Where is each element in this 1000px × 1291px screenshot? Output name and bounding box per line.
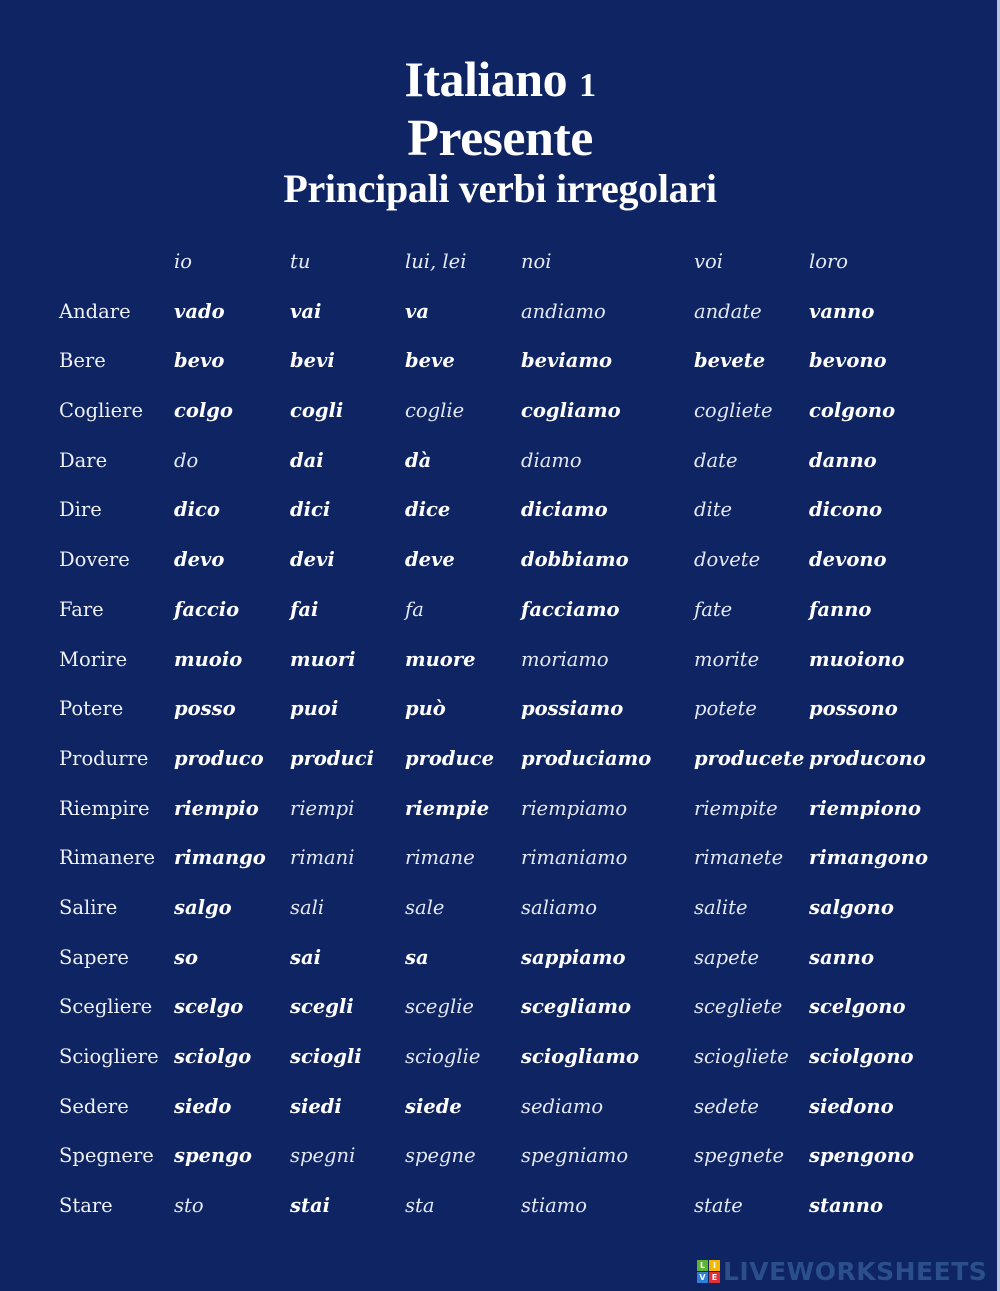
verb-infinitive: Bere: [59, 349, 106, 373]
conjugation-voi: dite: [694, 498, 733, 522]
conjugation-loro: sciolgono: [809, 1045, 914, 1068]
conjugation-io: siedo: [174, 1094, 232, 1118]
course-title: [0, 52, 1000, 113]
conjugation-noi: produciamo: [521, 746, 652, 770]
conjugation-tu: riempi: [290, 796, 355, 820]
header-io: io: [174, 250, 192, 273]
verb-infinitive: Potere: [59, 697, 124, 721]
conjugation-noi: scegliamo: [521, 995, 631, 1019]
header-lui-lei: lui, lei: [405, 250, 467, 273]
conjugation-noi: spegniamo: [521, 1144, 629, 1168]
conjugation-io: produco: [174, 746, 264, 770]
conjugation-tu: bevi: [290, 349, 335, 373]
conjugation-tu: sali: [290, 895, 325, 919]
conjugation-voi: fate: [694, 597, 733, 621]
conjugation-lui-lei: può: [405, 697, 446, 721]
conjugation-tu: cogli: [290, 399, 344, 423]
conjugation-tu: dai: [290, 448, 324, 472]
verb-infinitive: Stare: [59, 1194, 113, 1218]
conjugation-lui-lei: dà: [405, 448, 432, 472]
conjugation-noi: possiamo: [521, 697, 624, 721]
title-block: [0, 52, 1000, 213]
conjugation-lui-lei: produce: [405, 746, 495, 770]
conjugation-lui-lei: fa: [405, 597, 424, 621]
conjugation-io: spengo: [174, 1144, 252, 1168]
logo-letter: I: [709, 1260, 720, 1271]
conjugation-loro: bevono: [809, 349, 887, 373]
conjugation-tu: sciogli: [290, 1045, 362, 1068]
conjugation-voi: sapete: [694, 945, 760, 969]
conjugation-lui-lei: sa: [405, 945, 429, 969]
verb-infinitive: Dire: [59, 498, 102, 522]
conjugation-voi: producete: [694, 746, 805, 770]
verb-infinitive: Fare: [59, 597, 104, 621]
logo-letter: V: [697, 1272, 708, 1283]
conjugation-io: faccio: [174, 597, 240, 621]
conjugation-io: posso: [174, 697, 236, 721]
conjugation-io: vado: [174, 299, 225, 323]
conjugation-noi: diciamo: [521, 498, 608, 522]
conjugation-voi: bevete: [694, 349, 766, 373]
conjugation-loro: colgono: [809, 399, 896, 423]
verb-infinitive: Produrre: [59, 746, 149, 770]
conjugation-io: sciolgo: [174, 1045, 252, 1068]
conjugation-voi: state: [694, 1194, 743, 1218]
verb-infinitive: Rimanere: [59, 846, 155, 870]
conjugation-lui-lei: coglie: [405, 399, 465, 423]
verb-infinitive: Riempire: [59, 796, 150, 820]
conjugation-noi: beviamo: [521, 349, 613, 373]
conjugation-lui-lei: va: [405, 299, 429, 323]
conjugation-io: do: [174, 448, 199, 472]
conjugation-tu: devi: [290, 548, 335, 572]
conjugation-lui-lei: beve: [405, 349, 455, 373]
conjugation-noi: facciamo: [521, 597, 620, 621]
conjugation-voi: sedete: [694, 1094, 759, 1118]
subtitle: Principali verbi irregolari: [283, 166, 717, 211]
conjugation-tu: stai: [290, 1194, 331, 1218]
verb-infinitive: Andare: [59, 299, 131, 323]
conjugation-voi: sciogliete: [694, 1045, 789, 1068]
conjugation-io: sto: [174, 1194, 204, 1218]
conjugation-io: devo: [174, 548, 225, 572]
conjugation-io: so: [174, 945, 198, 969]
conjugation-loro: producono: [809, 746, 926, 770]
conjugation-loro: salgono: [809, 895, 894, 919]
conjugation-loro: muoiono: [809, 647, 905, 671]
conjugation-io: bevo: [174, 349, 225, 373]
conjugation-tu: dici: [290, 498, 331, 522]
verb-infinitive: Sciogliere: [59, 1045, 159, 1068]
conjugation-noi: diamo: [521, 448, 582, 472]
conjugation-lui-lei: sta: [405, 1194, 435, 1218]
conjugation-noi: riempiamo: [521, 796, 628, 820]
verb-infinitive: Sedere: [59, 1094, 129, 1118]
conjugation-loro: stanno: [809, 1194, 883, 1218]
conjugation-tu: muori: [290, 647, 356, 671]
verb-infinitive: Spegnere: [59, 1144, 154, 1168]
conjugation-io: rimango: [174, 846, 266, 870]
conjugation-io: colgo: [174, 399, 233, 423]
conjugation-lui-lei: spegne: [405, 1144, 476, 1168]
conjugation-voi: dovete: [694, 548, 761, 572]
logo-letter: L: [697, 1260, 708, 1271]
conjugation-lui-lei: siede: [405, 1094, 462, 1118]
conjugation-noi: stiamo: [521, 1194, 587, 1218]
conjugation-noi: rimaniamo: [521, 846, 628, 870]
conjugation-voi: date: [694, 448, 738, 472]
conjugation-tu: sai: [290, 945, 322, 969]
conjugation-loro: fanno: [809, 597, 872, 621]
conjugation-tu: scegli: [290, 995, 354, 1019]
conjugation-lui-lei: rimane: [405, 846, 475, 870]
conjugation-loro: dicono: [809, 498, 883, 522]
conjugation-tu: produci: [290, 746, 375, 770]
conjugation-noi: cogliamo: [521, 399, 621, 423]
conjugation-io: riempio: [174, 796, 259, 820]
conjugation-voi: andate: [694, 299, 762, 323]
liveworksheets-watermark: [697, 1258, 987, 1284]
conjugation-lui-lei: deve: [405, 548, 455, 572]
conjugation-tu: spegni: [290, 1144, 356, 1168]
conjugation-loro: danno: [809, 448, 877, 472]
live-logo-icon: [697, 1260, 720, 1283]
conjugation-io: scelgo: [174, 995, 244, 1019]
conjugation-io: dico: [174, 498, 220, 522]
conjugation-voi: salite: [694, 895, 748, 919]
header-tu: tu: [290, 250, 311, 273]
logo-letter: E: [709, 1272, 720, 1283]
conjugation-tu: puoi: [290, 697, 339, 721]
conjugation-tu: fai: [290, 597, 319, 621]
conjugation-tu: rimani: [290, 846, 355, 870]
conjugation-lui-lei: muore: [405, 647, 476, 671]
conjugation-voi: rimanete: [694, 846, 784, 870]
conjugation-voi: spegnete: [694, 1144, 784, 1168]
conjugation-lui-lei: scioglie: [405, 1045, 481, 1068]
verb-infinitive: Dovere: [59, 548, 130, 572]
conjugation-io: muoio: [174, 647, 243, 671]
header-noi: noi: [521, 250, 552, 273]
conjugation-noi: moriamo: [521, 647, 609, 671]
conjugation-loro: spengono: [809, 1144, 915, 1168]
conjugation-tu: vai: [290, 299, 322, 323]
conjugation-loro: possono: [809, 697, 898, 721]
conjugation-tu: siedi: [290, 1094, 342, 1118]
conjugation-loro: rimangono: [809, 846, 928, 870]
conjugation-noi: sediamo: [521, 1094, 604, 1118]
conjugation-noi: saliamo: [521, 895, 597, 919]
verb-infinitive: Sapere: [59, 945, 129, 969]
header-voi: voi: [694, 250, 723, 273]
conjugation-noi: sciogliamo: [521, 1045, 639, 1068]
verb-infinitive: Dare: [59, 448, 108, 472]
header-loro: loro: [809, 250, 849, 273]
conjugation-voi: morite: [694, 647, 760, 671]
conjugation-lui-lei: sale: [405, 895, 445, 919]
conjugation-noi: dobbiamo: [521, 548, 629, 572]
verb-infinitive: Morire: [59, 647, 128, 671]
conjugation-voi: potete: [694, 697, 757, 721]
conjugation-loro: riempiono: [809, 796, 921, 820]
course-number: 1: [579, 67, 596, 104]
conjugation-lui-lei: dice: [405, 498, 451, 522]
conjugation-loro: devono: [809, 548, 887, 572]
conjugation-voi: scegliete: [694, 995, 783, 1019]
watermark-text: LIVEWORKSHEETS: [723, 1256, 988, 1286]
conjugation-io: salgo: [174, 895, 232, 919]
course-name: Italiano: [404, 51, 568, 107]
conjugation-loro: sanno: [809, 945, 874, 969]
conjugation-voi: cogliete: [694, 399, 773, 423]
verb-infinitive: Salire: [59, 895, 118, 919]
conjugation-lui-lei: riempie: [405, 796, 490, 820]
conjugation-loro: vanno: [809, 299, 875, 323]
conjugation-loro: siedono: [809, 1094, 894, 1118]
conjugation-loro: scelgono: [809, 995, 906, 1019]
conjugation-lui-lei: sceglie: [405, 995, 474, 1019]
conjugation-noi: andiamo: [521, 299, 606, 323]
verb-infinitive: Cogliere: [59, 399, 144, 423]
tense-title: Presente: [407, 110, 593, 167]
conjugation-voi: riempite: [694, 796, 778, 820]
conjugation-noi: sappiamo: [521, 945, 626, 969]
verb-infinitive: Scegliere: [59, 995, 153, 1019]
